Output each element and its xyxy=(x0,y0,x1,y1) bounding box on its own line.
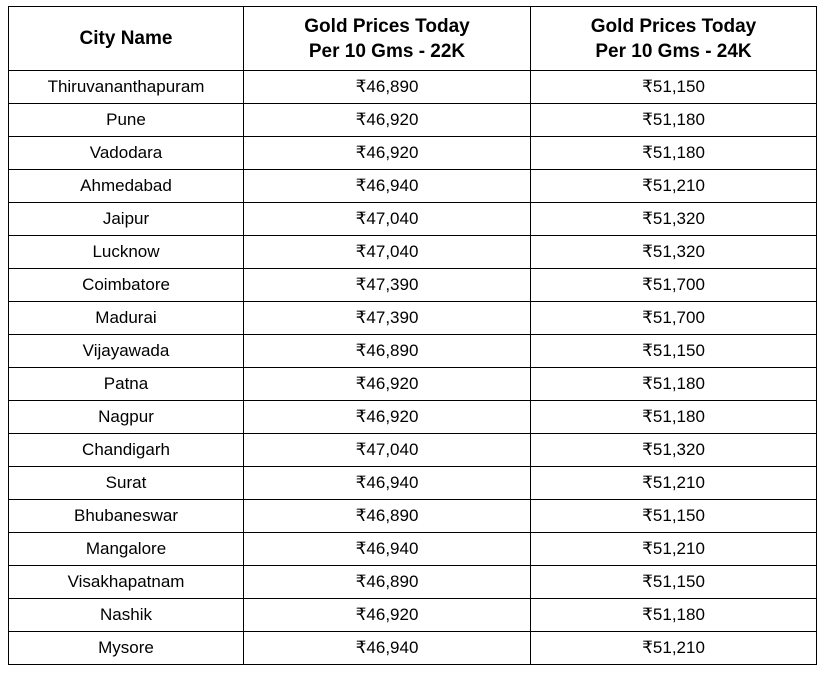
city-name-cell: Mangalore xyxy=(9,533,244,566)
price-24k-cell: ₹51,210 xyxy=(531,170,817,203)
header-row xyxy=(9,7,817,71)
table-row xyxy=(9,467,817,500)
table-row xyxy=(9,599,817,632)
city-name-cell: Patna xyxy=(9,368,244,401)
price-24k-cell: ₹51,150 xyxy=(531,566,817,599)
price-22k-cell: ₹46,940 xyxy=(244,632,531,665)
price-24k-cell: ₹51,320 xyxy=(531,236,817,269)
table-row xyxy=(9,368,817,401)
price-22k-cell: ₹46,940 xyxy=(244,170,531,203)
price-24k-cell: ₹51,180 xyxy=(531,368,817,401)
city-name-cell: Bhubaneswar xyxy=(9,500,244,533)
price-24k-cell: ₹51,150 xyxy=(531,500,817,533)
header-line: Per 10 Gms - 24K xyxy=(595,40,752,62)
price-22k-cell: ₹46,920 xyxy=(244,137,531,170)
table-row xyxy=(9,566,817,599)
price-24k-cell: ₹51,210 xyxy=(531,632,817,665)
price-22k-cell: ₹46,920 xyxy=(244,599,531,632)
price-24k-cell: ₹51,180 xyxy=(531,599,817,632)
table-row xyxy=(9,533,817,566)
price-22k-cell: ₹47,040 xyxy=(244,236,531,269)
city-name-cell: Visakhapatnam xyxy=(9,566,244,599)
city-name-cell: Ahmedabad xyxy=(9,170,244,203)
price-22k-cell: ₹47,390 xyxy=(244,302,531,335)
city-name-cell: Chandigarh xyxy=(9,434,244,467)
city-name-cell: Mysore xyxy=(9,632,244,665)
price-22k-cell: ₹46,890 xyxy=(244,566,531,599)
city-name-cell: Thiruvananthapuram xyxy=(9,71,244,104)
header-line: Per 10 Gms - 22K xyxy=(308,40,466,62)
price-24k-cell: ₹51,180 xyxy=(531,104,817,137)
price-22k-cell: ₹46,940 xyxy=(244,533,531,566)
header-city-name xyxy=(9,7,244,71)
table-body xyxy=(9,71,817,665)
price-22k-cell: ₹46,890 xyxy=(244,335,531,368)
city-name-cell: Nashik xyxy=(9,599,244,632)
header-line: City Name xyxy=(79,28,173,49)
table-row xyxy=(9,137,817,170)
price-24k-cell: ₹51,700 xyxy=(531,269,817,302)
gold-price-table-container xyxy=(8,6,817,665)
price-24k-cell: ₹51,180 xyxy=(531,401,817,434)
header-line: Gold Prices Today xyxy=(304,15,470,37)
price-24k-cell: ₹51,180 xyxy=(531,137,817,170)
city-name-cell: Surat xyxy=(9,467,244,500)
table-header xyxy=(9,7,817,71)
city-name-cell: Jaipur xyxy=(9,203,244,236)
table-row xyxy=(9,632,817,665)
price-22k-cell: ₹47,390 xyxy=(244,269,531,302)
table-row xyxy=(9,302,817,335)
table-row xyxy=(9,71,817,104)
city-name-cell: Lucknow xyxy=(9,236,244,269)
table-row xyxy=(9,269,817,302)
price-24k-cell: ₹51,320 xyxy=(531,203,817,236)
price-22k-cell: ₹46,890 xyxy=(244,71,531,104)
price-24k-cell: ₹51,210 xyxy=(531,533,817,566)
price-22k-cell: ₹46,890 xyxy=(244,500,531,533)
city-name-cell: Vadodara xyxy=(9,137,244,170)
header-line: Gold Prices Today xyxy=(590,15,757,37)
city-name-cell: Vijayawada xyxy=(9,335,244,368)
price-24k-cell: ₹51,150 xyxy=(531,335,817,368)
price-22k-cell: ₹46,920 xyxy=(244,368,531,401)
table-row xyxy=(9,203,817,236)
table-row xyxy=(9,401,817,434)
header-price-22k xyxy=(244,7,531,71)
price-22k-cell: ₹46,920 xyxy=(244,401,531,434)
price-24k-cell: ₹51,210 xyxy=(531,467,817,500)
city-name-cell: Pune xyxy=(9,104,244,137)
table-row xyxy=(9,236,817,269)
table-row xyxy=(9,434,817,467)
price-24k-cell: ₹51,700 xyxy=(531,302,817,335)
table-row xyxy=(9,104,817,137)
price-24k-cell: ₹51,150 xyxy=(531,71,817,104)
price-24k-cell: ₹51,320 xyxy=(531,434,817,467)
city-name-cell: Madurai xyxy=(9,302,244,335)
price-22k-cell: ₹46,940 xyxy=(244,467,531,500)
header-price-24k xyxy=(531,7,817,71)
price-22k-cell: ₹46,920 xyxy=(244,104,531,137)
price-22k-cell: ₹47,040 xyxy=(244,203,531,236)
table-row xyxy=(9,335,817,368)
gold-price-table xyxy=(8,6,817,665)
city-name-cell: Nagpur xyxy=(9,401,244,434)
table-row xyxy=(9,170,817,203)
price-22k-cell: ₹47,040 xyxy=(244,434,531,467)
table-row xyxy=(9,500,817,533)
city-name-cell: Coimbatore xyxy=(9,269,244,302)
